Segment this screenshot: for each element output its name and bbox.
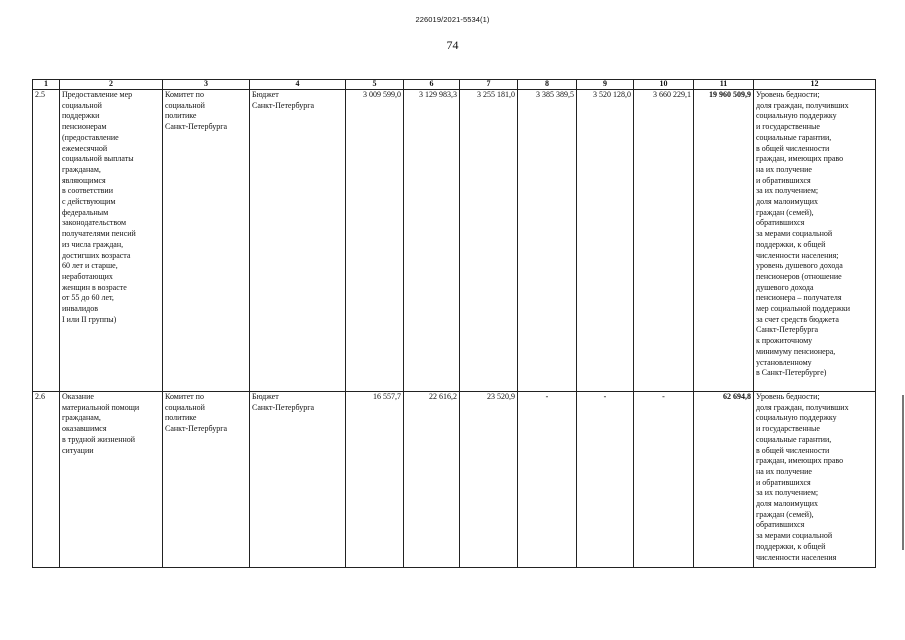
cell-text-line: гражданам,: [62, 164, 101, 174]
cell-text-line: численности населения: [756, 552, 837, 562]
scan-edge-mark: [902, 395, 904, 550]
cell-text-line: в трудной жизненной: [62, 434, 136, 444]
cell-text-line: ситуации: [62, 445, 94, 455]
value-col8: -: [518, 392, 577, 568]
cell-text-line: Санкт-Петербурга: [756, 325, 819, 335]
cell-text-line: материальной помощи: [62, 402, 140, 412]
cell-text-line: социальную поддержку: [756, 413, 837, 423]
column-header: 2: [60, 80, 163, 90]
value-col7: 3 255 181,0: [460, 90, 518, 392]
measure-name-cell: [60, 392, 163, 568]
cell-text-line: от 55 до 60 лет,: [62, 293, 114, 303]
column-header: 9: [577, 80, 634, 90]
cell-text-line: за мерами социальной: [756, 531, 833, 541]
cell-text-line: законодательством: [62, 218, 127, 228]
cell-text-line: получателями пенсий: [62, 229, 136, 239]
cell-text-line: доля малоимущих: [756, 499, 819, 509]
cell-text-line: и обратившихся: [756, 477, 811, 487]
cell-text-line: Оказание: [62, 392, 94, 401]
column-header: 5: [346, 80, 404, 90]
cell-text-line: Бюджет: [252, 392, 279, 401]
cell-text-line: и обратившихся: [756, 175, 811, 185]
cell-text-line: социальной: [165, 100, 205, 110]
cell-text-line: Санкт-Петербурга: [165, 122, 228, 132]
cell-text-line: установленному: [756, 357, 812, 367]
cell-text-line: доля малоимущих: [756, 197, 819, 207]
value-total: 62 694,8: [694, 392, 754, 568]
cell-text-line: социальной: [62, 100, 102, 110]
program-table: [32, 79, 876, 568]
indicator-cell: [754, 90, 876, 392]
column-header: 8: [518, 80, 577, 90]
indicator-cell: [754, 392, 876, 568]
cell-text-line: I или II группы): [62, 314, 117, 324]
cell-text-line: обратившихся: [756, 520, 805, 530]
cell-text-line: оказавшимся: [62, 424, 107, 434]
cell-text-line: (предоставление: [62, 132, 119, 142]
cell-text-line: Комитет по: [165, 392, 204, 401]
cell-text-line: к прожиточному: [756, 336, 813, 346]
cell-text-line: в Санкт-Петербурге): [756, 368, 827, 378]
table-row: [33, 90, 876, 392]
cell-text-line: доля граждан, получивших: [756, 402, 849, 412]
executor-cell: [163, 90, 250, 392]
cell-text-line: пенсионерам: [62, 122, 107, 132]
value-col9: -: [577, 392, 634, 568]
funding-source-cell: [250, 90, 346, 392]
cell-text-line: поддержки, к общей: [756, 541, 826, 551]
cell-text-line: социальные гарантии,: [756, 132, 832, 142]
cell-text-line: политике: [165, 413, 197, 423]
cell-text-line: из числа граждан,: [62, 239, 124, 249]
cell-text-line: с действующим: [62, 197, 116, 207]
cell-text-line: социальной выплаты: [62, 154, 134, 164]
row-number: 2.6: [33, 392, 60, 568]
column-header: 1: [33, 80, 60, 90]
value-col10: -: [634, 392, 694, 568]
table-row: [33, 392, 876, 568]
cell-text-line: пенсионера – получателя: [756, 293, 842, 303]
cell-text-line: минимуму пенсионера,: [756, 346, 836, 356]
cell-text-line: неработающих: [62, 271, 113, 281]
cell-text-line: за их получением;: [756, 488, 819, 498]
value-col6: 22 616,2: [404, 392, 460, 568]
cell-text-line: за их получением;: [756, 186, 819, 196]
cell-text-line: численности населения;: [756, 250, 839, 260]
value-col7: 23 520,9: [460, 392, 518, 568]
cell-text-line: федеральным: [62, 207, 109, 217]
document-id: 226019/2021-5534(1): [415, 15, 490, 24]
column-header: 12: [754, 80, 876, 90]
cell-text-line: в общей численности: [756, 445, 830, 455]
column-header: 4: [250, 80, 346, 90]
cell-text-line: поддержки, к общей: [756, 239, 826, 249]
cell-text-line: социальные гарантии,: [756, 434, 832, 444]
cell-text-line: мер социальной поддержки: [756, 304, 850, 314]
cell-text-line: 60 лет и старше,: [62, 261, 118, 271]
cell-text-line: и государственные: [756, 122, 820, 132]
cell-text-line: доля граждан, получивших: [756, 100, 849, 110]
cell-text-line: поддержки: [62, 111, 100, 121]
executor-cell: [163, 392, 250, 568]
cell-text-line: граждан, имеющих право: [756, 154, 844, 164]
column-header: 10: [634, 80, 694, 90]
cell-text-line: и государственные: [756, 424, 820, 434]
cell-text-line: инвалидов: [62, 304, 98, 314]
value-total: 19 960 509,9: [694, 90, 754, 392]
cell-text-line: на их получение: [756, 164, 812, 174]
value-col5: 16 557,7: [346, 392, 404, 568]
column-header: 11: [694, 80, 754, 90]
row-number: 2.5: [33, 90, 60, 392]
cell-text-line: Уровень бедности;: [756, 392, 820, 401]
cell-text-line: граждан (семей),: [756, 509, 814, 519]
cell-text-line: на их получение: [756, 466, 812, 476]
cell-text-line: являющимся: [62, 175, 106, 185]
value-col8: 3 385 389,5: [518, 90, 577, 392]
value-col10: 3 660 229,1: [634, 90, 694, 392]
cell-text-line: гражданам,: [62, 413, 101, 423]
column-header: 6: [404, 80, 460, 90]
cell-text-line: за счет средств бюджета: [756, 314, 839, 324]
value-col5: 3 009 599,0: [346, 90, 404, 392]
cell-text-line: граждан (семей),: [756, 207, 814, 217]
cell-text-line: достигших возраста: [62, 250, 131, 260]
cell-text-line: социальной: [165, 402, 205, 412]
cell-text-line: уровень душевого дохода: [756, 261, 843, 271]
cell-text-line: Комитет по: [165, 90, 204, 99]
column-header: 3: [163, 80, 250, 90]
cell-text-line: Санкт-Петербурга: [165, 424, 228, 434]
cell-text-line: Предоставление мер: [62, 90, 133, 99]
measure-name-cell: [60, 90, 163, 392]
cell-text-line: ежемесячной: [62, 143, 108, 153]
value-col6: 3 129 983,3: [404, 90, 460, 392]
cell-text-line: в общей численности: [756, 143, 830, 153]
page-number: 74: [446, 38, 459, 52]
cell-text-line: граждан, имеющих право: [756, 456, 844, 466]
cell-text-line: социальную поддержку: [756, 111, 837, 121]
cell-text-line: обратившихся: [756, 218, 805, 228]
cell-text-line: политике: [165, 111, 197, 121]
column-header: 7: [460, 80, 518, 90]
value-col9: 3 520 128,0: [577, 90, 634, 392]
cell-text-line: пенсионеров (отношение: [756, 271, 842, 281]
cell-text-line: в соответствии: [62, 186, 113, 196]
cell-text-line: за мерами социальной: [756, 229, 833, 239]
cell-text-line: Бюджет: [252, 90, 279, 99]
cell-text-line: женщин в возрасте: [62, 282, 127, 292]
cell-text-line: Санкт-Петербурга: [252, 100, 315, 110]
funding-source-cell: [250, 392, 346, 568]
cell-text-line: Санкт-Петербурга: [252, 402, 315, 412]
cell-text-line: душевого дохода: [756, 282, 814, 292]
cell-text-line: Уровень бедности;: [756, 90, 820, 99]
table-header-row: [33, 80, 876, 90]
